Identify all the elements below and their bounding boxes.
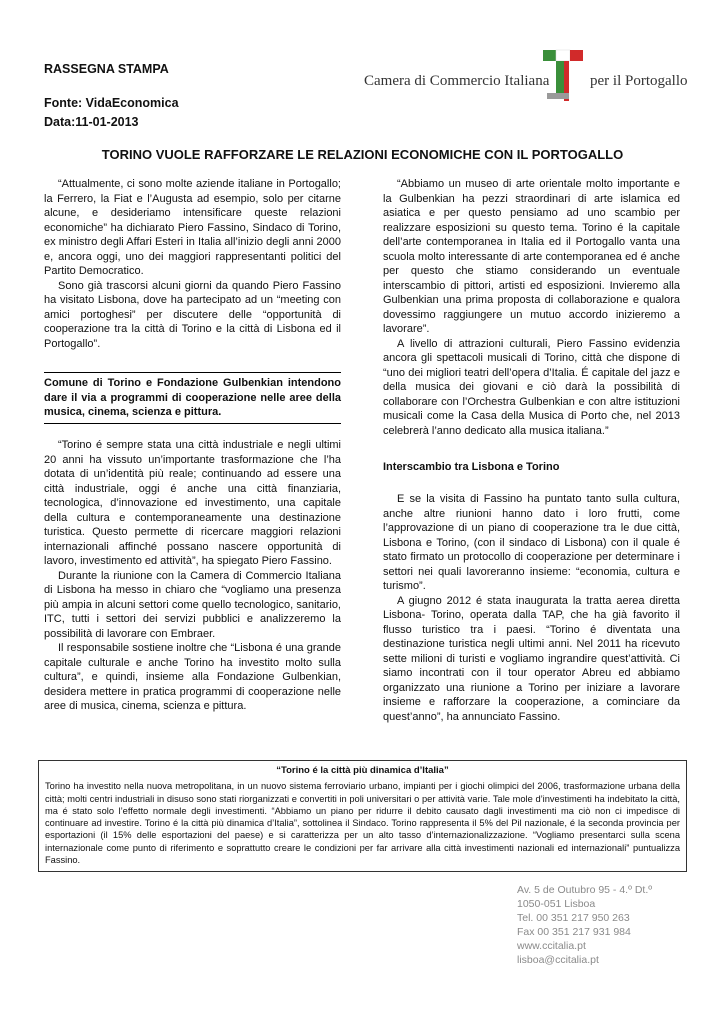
paragraph: Durante la riunione con la Camera di Commercio Italiana di Lisbona ha messo in chiaro che “vogliamo una presenza più ampia in alcuni settori come quello tecnologico, sanitario, ITC, tutti i settori dei servizi pubblici e analizzeremo la possibilità di lavorare con Embraer. (44, 569, 341, 640)
logo-text-right: per il Portogallo (590, 73, 688, 89)
fax-number: Fax 00 351 217 931 984 (517, 926, 631, 938)
section-label: RASSEGNA STAMPA (44, 62, 169, 76)
address-street: Av. 5 de Outubro 95 - 4.º Dt.º (517, 884, 653, 896)
paragraph: “Attualmente, ci sono molte aziende italiane in Portogallo; la Ferrero, la Fiat e l’Augusta ad esempio, solo per citarne alcune, e desideriamo intensificare queste relazioni economiche” ha dichiarato Piero Fassino, Sindaco di Torino, ex ministro degli Affari Esteri in Italia all’inizio degli anni 2000 e, ancora oggi, uno dei maggiori rappresentanti politici del Partito Democratico. (44, 178, 341, 277)
callout-box: Comune di Torino e Fondazione Gulbenkian intendono dare il via a programmi di cooperazione nelle aree della musica, cinema, scienza e pittura. (44, 372, 341, 424)
paragraph: A giugno 2012 é stata inaugurata la tratta aerea diretta Lisbona- Torino, operata dalla TAP, che ha già favorito il flusso turistico tra i paesi. “Torino é diventata una destinazione turistica negli ultimi anni. Nel 2011 ha ricevuto sette milioni di turisti e vogliamo ingrandire quest’attività. Ci siamo incontrati con il tour operator Abreu ed abbiamo organizzato una riunione a Torino per iniziare a lavorare insieme e rafforzare la cooperazione, a cominciare da quest’anno”, ha annunciato Fassino. (383, 594, 680, 723)
info-box (38, 760, 687, 872)
right-column (383, 177, 680, 438)
website-link[interactable]: www.ccitalia.pt (517, 940, 586, 952)
info-box-body: Torino ha investito nella nuova metropolitana, in un nuovo sistema ferroviario urbano, impianti per i giochi olimpici del 2006, trasformazione urbana della città; molti centri industriali in disuso sono stati riorganizzati e convertiti in poli universitari o per attività varie. Tale mole d’investimenti ha indebitato la città, ma é stato solo l’effetto normale degli investimenti. “Abbiamo un piano per ridurre il debito causato dagli investimenti ma ciò non ci impedisce di continuare ad investire. Torino é la città più dinamica d’Italia”, sottolinea il Sindaco. Torino rappresenta il 5% del Pil nazionale, é la seconda provincia per esportazioni (il 15% delle esportazioni del paese) e si caratterizza per un alto tasso d’internazionalizzazione. “Vogliamo presentarci sulla scena internazionale come punto di riferimento e soprattutto creare le condizioni per far arrivare alla città investimenti nazionali ed internazionali” puntualizza Fassino. (45, 781, 680, 866)
address-city: 1050-051 Lisboa (517, 898, 596, 910)
paragraph: A livello di attrazioni culturali, Piero Fassino evidenzia ancora gli spettacoli musicali di Torino, città che dispone di “uno dei migliori teatri dell’opera d’Italia. É capitale del jazz e della musica dei giovani e ciò darà la possibilità di collaborare con l’Orchestra Gulbenkian e con altre istituzioni musicali come la Casa della Musica di Porto che, nel 2013 celebrerà l’anno dedicato alla musica italiana.” (383, 337, 680, 437)
chamber-logo (364, 46, 688, 106)
source-line: Fonte: VidaEconomica (44, 96, 179, 110)
date-line: Data:11-01-2013 (44, 115, 139, 129)
info-box-title: “Torino é la città più dinamica d’Italia” (276, 765, 449, 776)
left-column-continued (44, 438, 341, 714)
subheading: Interscambio tra Lisbona e Torino (383, 461, 560, 473)
contact-address (517, 883, 652, 967)
paragraph: Sono già trascorsi alcuni giorni da quando Piero Fassino ha visitato Lisbona, dove ha partecipato ad un “meeting con amici portoghesi” per discutere delle “opportunità di cooperazione tra la città di Torino e la città di Lisbona ed il Portogallo”. (44, 279, 341, 350)
email-link[interactable]: lisboa@ccitalia.pt (517, 954, 599, 966)
paragraph: E se la visita di Fassino ha puntato tanto sulla cultura, anche altre riunioni hanno dato i loro frutti, come l’approvazione di un piano di cooperazione tra le due città, Lisbona e Torino, (con il sindaco di Lisbona) con il quale é stato firmato un protocollo di cooperazione per determinare i settori nei quali lavoreranno insieme: “economia, cultura e turismo”. (383, 493, 680, 592)
logo-text-left: Camera di Commercio Italiana (364, 73, 550, 89)
italian-flag-t-icon (537, 48, 587, 104)
article-title: TORINO VUOLE RAFFORZARE LE RELAZIONI ECONOMICHE CON IL PORTOGALLO (101, 147, 624, 162)
right-column-continued (383, 492, 680, 724)
paragraph: “Abbiamo un museo di arte orientale molto importante e la Gulbenkian ha pezzi straordinari di arte islamica ed asiatica e per questo pensiamo ad uno scambio per realizzare esposizioni su questo tema. Torino é la capitale dell’arte contemporanea in Italia ed il Portogallo vanta una scuola molto interessante di arte contemporanea ed é anche per questo che stiamo considerando un eventuale interscambio di pittori, artisti ed esposizioni. Invieremo alla Gulbenkian una prima proposta di collaborazione e qualora dovessimo raggiungere un mutuo accordo inizieremo a lavorare”. (383, 178, 680, 335)
paragraph: “Torino é sempre stata una città industriale e negli ultimi 20 anni ha vissuto un’importante trasformazione che l’ha dotata di un’identità più reale; continuando ad essere una città industriale, oggi é anche una città finanziaria, tecnologica, d’innovazione ed investimento, una capitale della cultura e contemporaneamente una destinazione turistica. Questo permette di ricercare maggiori relazioni internazionali affinché possano nascere opportunità di lavoro, investimento ed attività”, ha spiegato Piero Fassino. (44, 439, 341, 567)
left-column (44, 177, 341, 351)
paragraph: Il responsabile sostiene inoltre che “Lisbona é una grande capitale culturale e anche Torino ha investito molto sulla cultura”, e quindi, insieme alla Fondazione Gulbenkian, desidera mettere in pratica programmi di cooperazione nelle aree di musica, cinema, scienza e pittura. (44, 642, 341, 712)
phone-number: Tel. 00 351 217 950 263 (517, 912, 630, 924)
